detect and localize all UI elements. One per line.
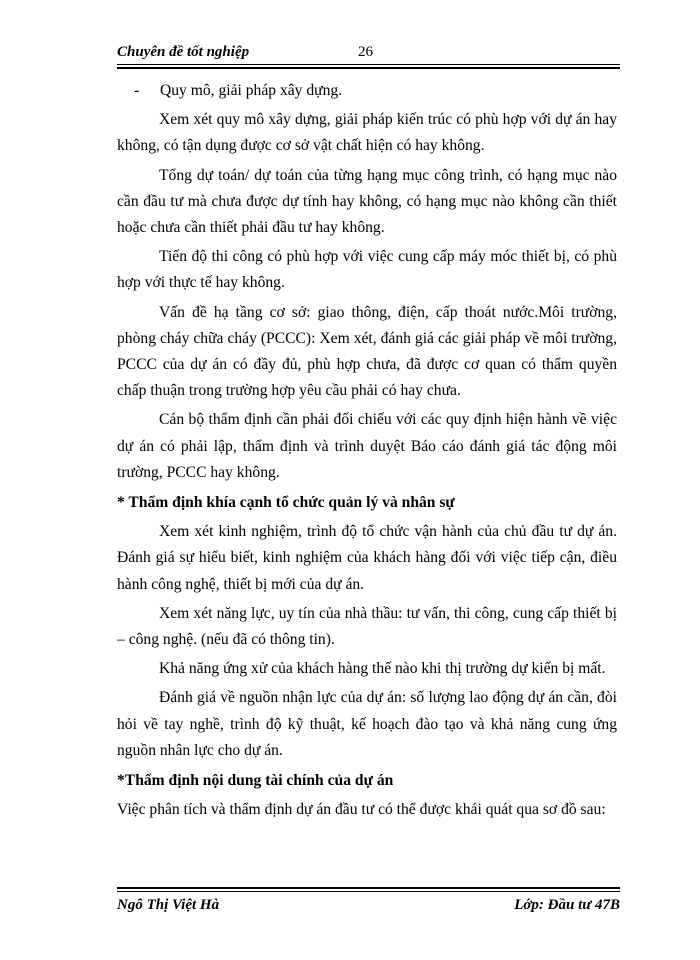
header-rule-thin: [117, 64, 620, 65]
paragraph-1: Xem xét quy mô xây dựng, giải pháp kiến trúc có phù hợp với dự án hay không, có tận dụng được cơ sở vật chất hiện có hay không.: [117, 111, 617, 155]
paragraph-9: Đánh giá về nguồn nhận lực của dự án: số lượng lao động dự án cần, đòi hỏi về tay nghề, trình độ kỹ thuật, kế hoạch đào tạo và khả năng cung ứng nguồn nhân lực cho dự án.: [117, 689, 617, 759]
footer-author: Ngô Thị Việt Hà: [117, 897, 220, 913]
footer-rule-thick: [117, 887, 620, 889]
header-rule-thick: [117, 67, 620, 69]
paragraph-5: Cán bộ thẩm định cần phải đối chiếu với các quy định hiện hành về việc dự án có phải lập, thẩm định và trình duyệt Báo cáo đánh giá tác động môi trường, PCCC hay không.: [117, 411, 617, 481]
paragraph-6: Xem xét kinh nghiệm, trình độ tổ chức vận hành của chủ đầu tư dự án. Đánh giá sự hiểu biết, kinh nghiệm của khách hàng đối với việc tiếp cận, điều hành công nghệ, thiết bị mới của dự án.: [117, 523, 617, 593]
paragraph-3: Tiến độ thi công có phù hợp với việc cung cấp máy móc thiết bị, có phù hợp với thực tế hay không.: [117, 248, 617, 292]
page-header: [117, 44, 620, 64]
header-title: Chuyên đề tốt nghiệp: [117, 44, 250, 60]
body-text: [117, 78, 617, 826]
bullet-item: [117, 78, 617, 104]
bullet-text: Quy mô, giải pháp xây dựng.: [160, 82, 343, 99]
paragraph-8: Khả năng ứng xử của khách hàng thế nào khi thị trường dự kiến bị mất.: [159, 660, 606, 678]
page-number: 26: [358, 44, 373, 60]
page-footer: [117, 897, 620, 919]
section-heading-finance: *Thẩm định nội dung tài chính của dự án: [117, 772, 394, 790]
section-heading-organization: * Thẩm định khía cạnh tổ chức quản lý và nhân sự: [117, 494, 455, 512]
footer-class: Lớp: Đầu tư 47B: [514, 897, 620, 913]
paragraph-2: Tổng dự toán/ dự toán của từng hạng mục công trình, có hạng mục nào cần đầu tư mà chưa được dự tính hay không, có hạng mục nào không cần thiết hoặc chưa cần thiết phải đầu tư hay không.: [117, 166, 617, 237]
footer-rule-thin: [117, 891, 620, 892]
bullet-dash: -: [134, 82, 140, 99]
paragraph-7: Xem xét năng lực, uy tín của nhà thầu: tư vấn, thi công, cung cấp thiết bị – công nghệ. (nếu đã có thông tin).: [117, 604, 617, 649]
paragraph-4: Vấn đề hạ tầng cơ sở: giao thông, điện, cấp thoát nước.Môi trường, phòng cháy chữa cháy (PCCC): Xem xét, đánh giá các giải pháp về môi trường, PCCC của dự án có đầy đủ, phù hợp chưa, đã được cơ quan có thẩm quyền chấp thuận trong trường hợp yêu cầu phải có hay chưa.: [117, 303, 617, 400]
paragraph-10: Việc phân tích và thẩm định dự án đầu tư có thể được khái quát qua sơ đồ sau:: [117, 801, 606, 819]
